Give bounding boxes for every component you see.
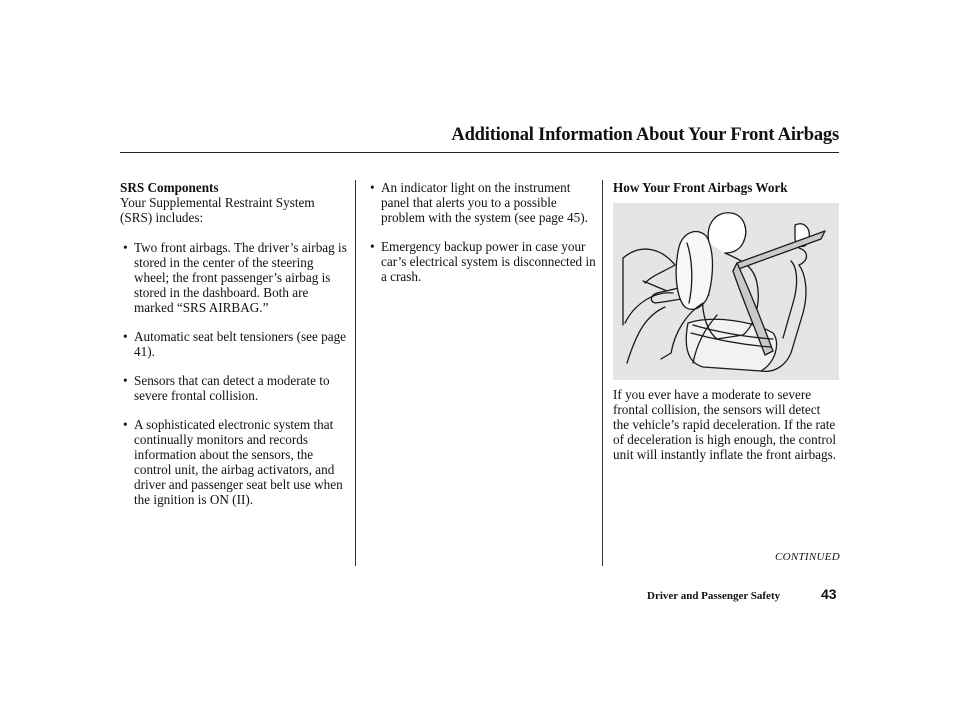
list-item: • A sophisticated electronic system that continually monitors and records information about the sensors, the control unit, the airbag activators, and driver and passenger seat belt use when the ignition is ON (II).	[123, 417, 343, 507]
page-number: 43	[821, 586, 837, 602]
srs-components-heading: SRS Components	[120, 180, 219, 195]
airbag-illustration-icon	[613, 203, 839, 380]
srs-components-list	[120, 240, 348, 507]
how-airbags-work-body: If you ever have a moderate to severe frontal collision, the sensors will detect the vehicle’s rapid deceleration. If the rate of deceleration is high enough, the control unit will instantly inflate the front airbags.	[613, 387, 837, 462]
section-label: Driver and Passenger Safety	[647, 590, 781, 602]
how-airbags-work-body-block	[613, 387, 839, 462]
column-how-airbags-work	[613, 180, 839, 195]
srs-components-list-continued	[367, 180, 597, 284]
list-item: • Two front airbags. The driver’s airbag is stored in the center of the steering wheel; the front passenger’s airbag is stored in the dashboard. Both are marked “SRS AIRBAG.”	[123, 240, 347, 315]
list-item: • An indicator light on the instrument panel that alerts you to a possible problem with the system (see page 45).	[370, 180, 588, 225]
list-item: • Emergency backup power in case your car’s electrical system is disconnected in a crash.	[370, 239, 596, 284]
column-divider-1	[355, 180, 356, 566]
page-title: Additional Information About Your Front Airbags	[451, 125, 839, 145]
column-divider-2	[602, 180, 603, 566]
how-airbags-work-heading: How Your Front Airbags Work	[613, 180, 788, 195]
airbag-deployment-illustration	[613, 203, 839, 380]
column-srs-components-continued	[367, 180, 597, 284]
column-srs-components	[120, 180, 348, 507]
srs-intro: Your Supplemental Restraint System (SRS) includes:	[120, 195, 315, 225]
list-item: • Automatic seat belt tensioners (see page 41).	[123, 329, 347, 359]
title-rule	[120, 152, 839, 153]
list-item: • Sensors that can detect a moderate to severe frontal collision.	[123, 373, 330, 403]
continued-label: CONTINUED	[774, 551, 840, 563]
